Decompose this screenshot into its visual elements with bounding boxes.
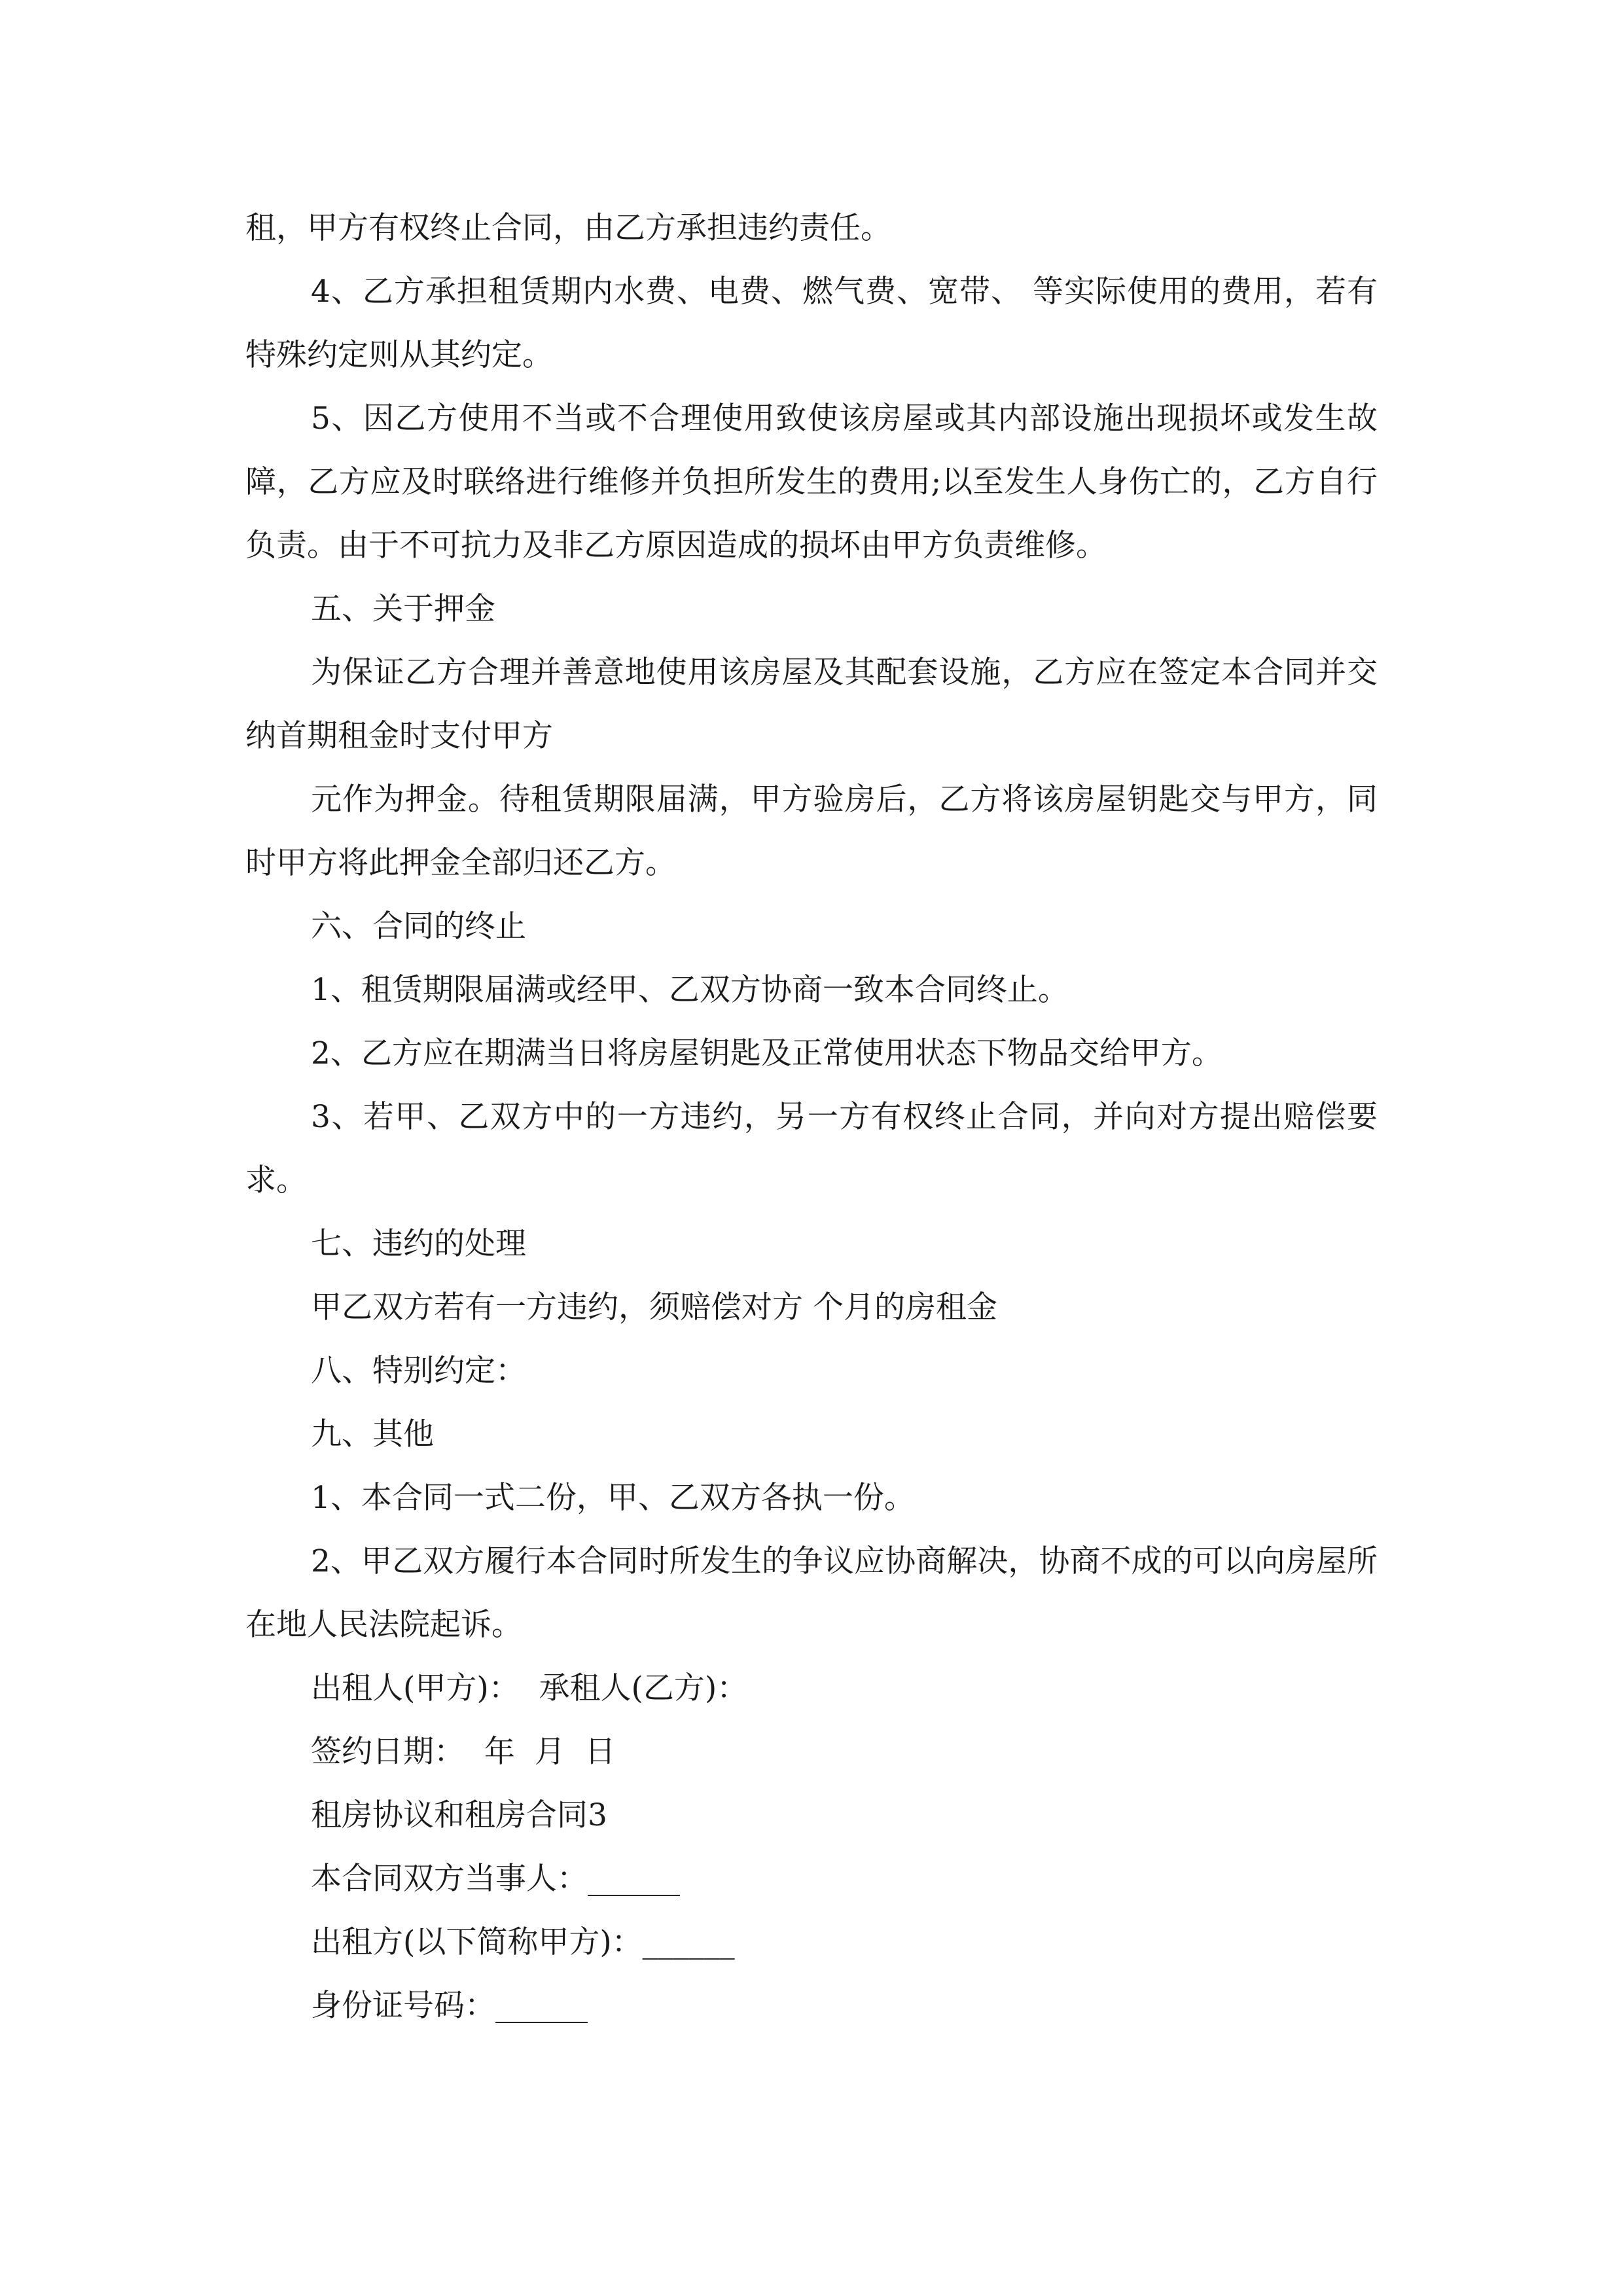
paragraph-15: 1、本合同一式二份，甲、乙双方各执一份。: [311, 1480, 915, 1516]
paragraph-1: 租，甲方有权终止合同，由乙方承担违约责任。: [245, 210, 891, 246]
paragraph-10: 3、若甲、乙双方中的一方违约，另一方有权终止合同，并向对方提出赔偿要求。: [245, 1099, 1378, 1198]
paragraph-2: 4、乙方承担租赁期内水费、电费、燃气费、宽带、 等实际使用的费用，若有特殊约定则从其约定。: [245, 274, 1378, 373]
contract-title-3: 租房协议和租房合同3: [311, 1797, 607, 1833]
paragraph-8: 1、租赁期限届满或经甲、乙双方协商一致本合同终止。: [311, 972, 1069, 1008]
signing-date: 签约日期： 年 月 日: [311, 1734, 616, 1770]
lessor-field: 出租方(以下简称甲方)：______: [311, 1924, 735, 1960]
section-heading-termination: 六、合同的终止: [311, 908, 526, 944]
paragraph-5: 为保证乙方合理并善意地使用该房屋及其配套设施，乙方应在签定本合同并交纳首期租金时支付甲方: [245, 655, 1378, 754]
paragraph-12: 甲乙双方若有一方违约，须赔偿对方 个月的房租金: [311, 1289, 997, 1325]
id-number-field: 身份证号码：______: [311, 1988, 588, 2024]
paragraph-3: 5、因乙方使用不当或不合理使用致使该房屋或其内部设施出现损坏或发生故障，乙方应及时联络进行维修并负担所发生的费用;以至发生人身伤亡的，乙方自行负责。由于不可抗力及非乙方原因造成的损坏由甲方负责维修。: [245, 401, 1378, 564]
section-heading-special: 八、特别约定：: [311, 1353, 526, 1389]
parties-field: 本合同双方当事人：______: [311, 1861, 680, 1897]
contract-body: [245, 196, 1378, 2037]
signature-parties: 出租人(甲方)： 承租人(乙方)：: [311, 1670, 748, 1706]
section-heading-other: 九、其他: [311, 1416, 434, 1452]
paragraph-6: 元作为押金。待租赁期限届满，甲方验房后，乙方将该房屋钥匙交与甲方，同时甲方将此押金全部归还乙方。: [245, 781, 1378, 881]
paragraph-16: 2、甲乙双方履行本合同时所发生的争议应协商解决，协商不成的可以向房屋所在地人民法院起诉。: [245, 1543, 1378, 1643]
paragraph-9: 2、乙方应在期满当日将房屋钥匙及正常使用状态下物品交给甲方。: [311, 1035, 1222, 1071]
section-heading-breach: 七、违约的处理: [311, 1226, 526, 1262]
section-heading-deposit: 五、关于押金: [311, 591, 495, 627]
